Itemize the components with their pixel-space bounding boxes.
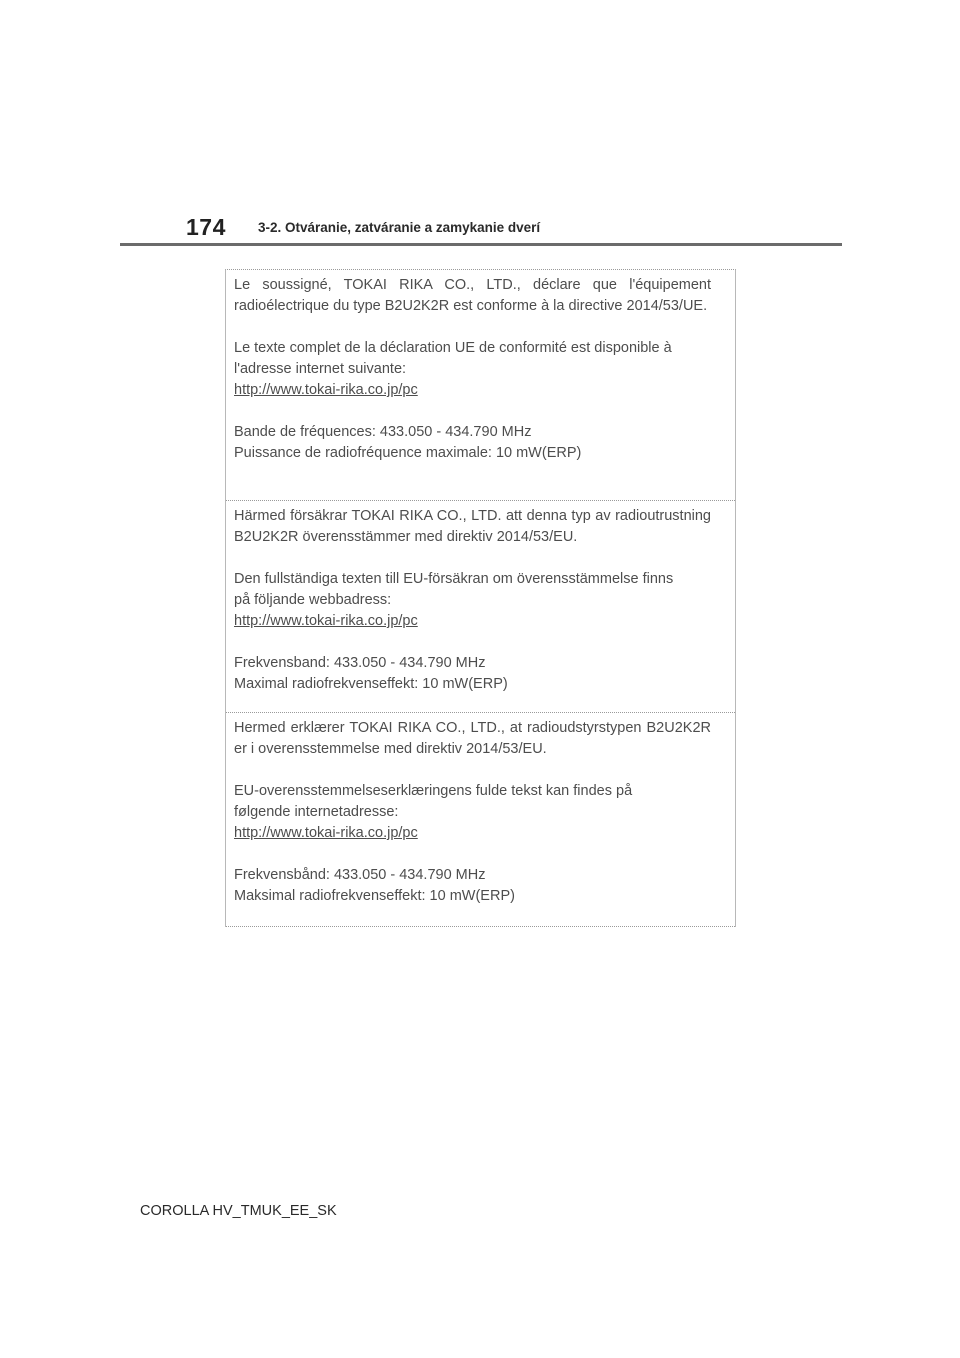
declaration-block-swedish (226, 501, 735, 713)
spec-text (234, 653, 711, 695)
availability-line: på följande webbadress: (234, 592, 392, 608)
section-title: 3-2. Otváranie, zatváranie a zamykanie dverí (258, 220, 541, 235)
availability-line: følgende internetadresse: (234, 804, 399, 820)
availability-line: EU-overensstemmelseserklæringens fulde tekst kan findes på (234, 783, 633, 799)
declaration-text: Härmed försäkrar TOKAI RIKA CO., LTD. att denna typ av radioutrustning B2U2K2R överensstämmer med direktiv 2014/53/EU. (234, 508, 711, 545)
frequency-band: Frekvensbånd: 433.050 - 434.790 MHz (234, 867, 486, 883)
frequency-band: Frekvensband: 433.050 - 434.790 MHz (234, 655, 486, 671)
footer-model-code: COROLLA HV_TMUK_EE_SK (140, 1203, 337, 1219)
spec-text (234, 865, 711, 907)
declaration-url-link[interactable]: http://www.tokai-rika.co.jp/pc (234, 825, 418, 841)
spec-text (234, 422, 711, 464)
max-power: Puissance de radiofréquence maximale: 10 mW(ERP) (234, 445, 582, 461)
availability-text (234, 781, 711, 844)
declaration-block-danish (226, 713, 735, 927)
max-power: Maksimal radiofrekvenseffekt: 10 mW(ERP) (234, 888, 515, 904)
declaration-url-link[interactable]: http://www.tokai-rika.co.jp/pc (234, 382, 418, 398)
availability-text (234, 569, 711, 632)
declaration-url-link[interactable]: http://www.tokai-rika.co.jp/pc (234, 613, 418, 629)
availability-text (234, 338, 711, 401)
declaration-block-french (226, 270, 735, 501)
availability-line: Den fullständiga texten till EU-försäkran om överensstämmelse finns (234, 571, 674, 587)
declaration-text: Hermed erklærer TOKAI RIKA CO., LTD., at radioudstyrstypen B2U2K2R er i overensstemmelse med direktiv 2014/53/EU. (234, 720, 711, 757)
declaration-table (225, 269, 736, 927)
frequency-band: Bande de fréquences: 433.050 - 434.790 MHz (234, 424, 532, 440)
availability-line: Le texte complet de la déclaration UE de conformité est disponible à (234, 340, 672, 356)
page-number: 174 (186, 214, 226, 240)
declaration-text: Le soussigné, TOKAI RIKA CO., LTD., déclare que l'équipement radioélectrique du type B2U2K2R est conforme à la directive 2014/53/UE. (234, 277, 711, 314)
availability-line: l'adresse internet suivante: (234, 361, 407, 377)
header-rule (120, 243, 842, 246)
max-power: Maximal radiofrekvenseffekt: 10 mW(ERP) (234, 676, 508, 692)
